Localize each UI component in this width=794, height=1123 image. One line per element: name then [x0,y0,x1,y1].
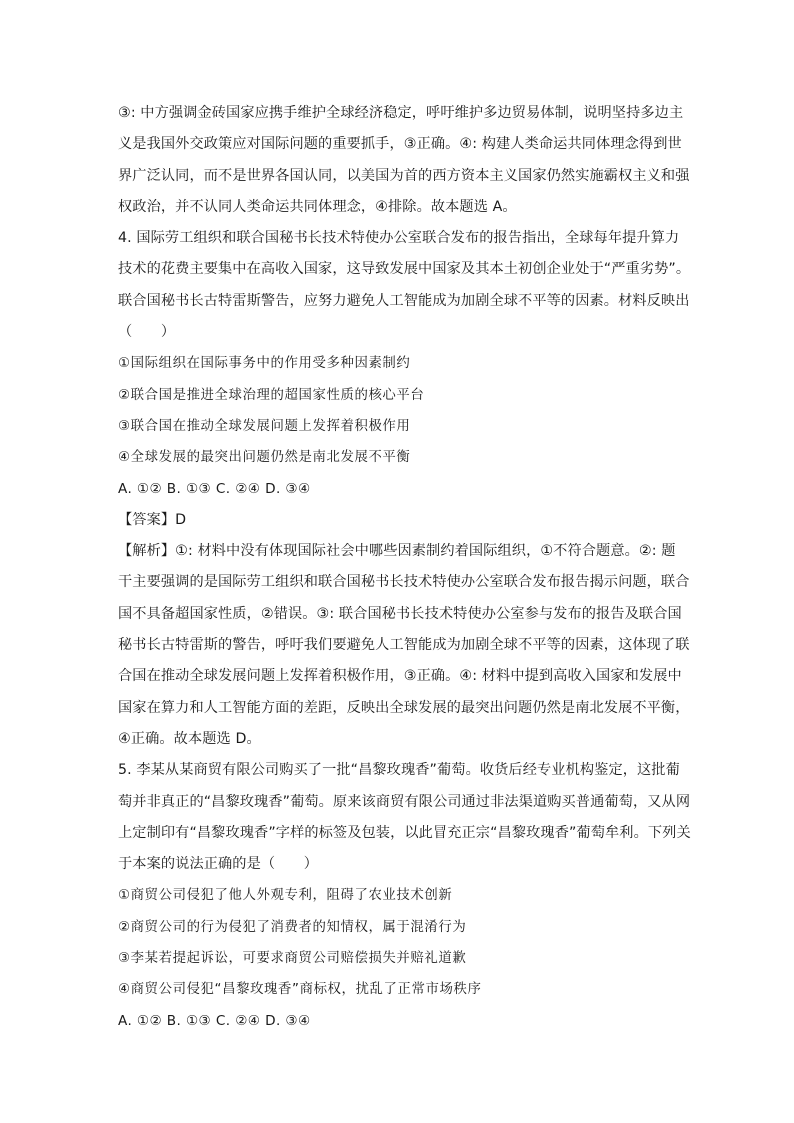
text-line: 秘书长古特雷斯的警告，呼吁我们要避免人工智能成为加剧全球不平等的因素，这体现了联 [118,637,690,654]
text-line: 干主要强调的是国际劳工组织和联合国秘书长技术特使办公室联合发布报告揭示问题，联合 [118,574,690,591]
text-line: 于本案的说法正确的是（ ） [118,856,319,873]
text-line: 国不具备超国家性质，②错误。③: 联合国秘书长技术特使办公室参与发布的报告及联合国 [118,605,682,622]
question-4-stem: 4. 国际劳工组织和联合国秘书长技术特使办公室联合发布的报告指出，全球每年提升算力 [118,230,680,247]
text-line: 义是我国外交政策应对国际问题的重要抓手，③正确。④: 构建人类命运共同体理念得到世 [118,136,682,153]
text-line: 技术的花费主要集中在高收入国家，这导致发展中国家及其本土初创企业处于“严重劣势”。 [118,261,691,278]
text-line: 联合国秘书长古特雷斯警告，应努力避免人工智能成为加剧全球不平等的因素。材料反映出 [118,292,690,309]
answer-choices: A. ①② B. ①③ C. ②④ D. ③④ [118,480,311,497]
option-item: ③李某若提起诉讼，可要求商贸公司赔偿损失并赔礼道歉 [118,951,467,967]
text-line: ③: 中方强调金砖国家应携手维护全球经济稳定，呼吁维护多边贸易体制，说明坚持多边主 [118,105,684,121]
option-item: ①国际组织在国际事务中的作用受多种因素制约 [118,356,411,372]
option-item: ④商贸公司侵犯“昌黎玫瑰香”商标权，扰乱了正常市场秩序 [118,982,482,998]
text-line: 上定制印有“昌黎玫瑰香”字样的标签及包装，以此冒充正宗“昌黎玫瑰香”葡萄牟利。下列关 [118,824,691,841]
answer-blank: （ ） [118,324,176,341]
option-item: ①商贸公司侵犯了他人外观专利，阻碍了农业技术创新 [118,888,453,904]
option-item: ④全球发展的最突出问题仍然是南北发展不平衡 [118,450,411,466]
answer-choices: A. ①② B. ①③ C. ②④ D. ③④ [118,1012,311,1029]
text-line: ④正确。故本题选 D。 [118,730,261,747]
analysis-text: 【解析】①: 材料中没有体现国际社会中哪些因素制约着国际组织，①不符合题意。②: 题 [118,543,676,560]
text-line: 国家在算力和人工智能方面的差距，反映出全球发展的最突出问题仍然是南北发展不平衡， [118,699,690,716]
text-line: 权政治，并不认同人类命运共同体理念，④排除。故本题选 A。 [118,198,517,215]
option-item: ②联合国是推进全球治理的超国家性质的核心平台 [118,387,425,403]
question-5-stem: 5. 李某从某商贸有限公司购买了一批“昌黎玫瑰香”葡萄。收货后经专业机构鉴定，这批葡 [118,762,680,779]
document-page [118,98,691,1037]
text-line: 萄并非真正的“昌黎玫瑰香”葡萄。原来该商贸有限公司通过非法渠道购买普通葡萄，又从网 [118,793,691,810]
text-line: 界广泛认同，而不是世界各国认同，以美国为首的西方资本主义国家仍然实施霸权主义和强 [118,167,690,184]
answer-label: 【答案】D [118,511,187,528]
option-item: ③联合国在推动全球发展问题上发挥着积极作用 [118,418,411,434]
text-line: 合国在推动全球发展问题上发挥着积极作用，③正确。④: 材料中提到高收入国家和发展中 [118,668,682,685]
option-item: ②商贸公司的行为侵犯了消费者的知情权，属于混淆行为 [118,919,467,935]
